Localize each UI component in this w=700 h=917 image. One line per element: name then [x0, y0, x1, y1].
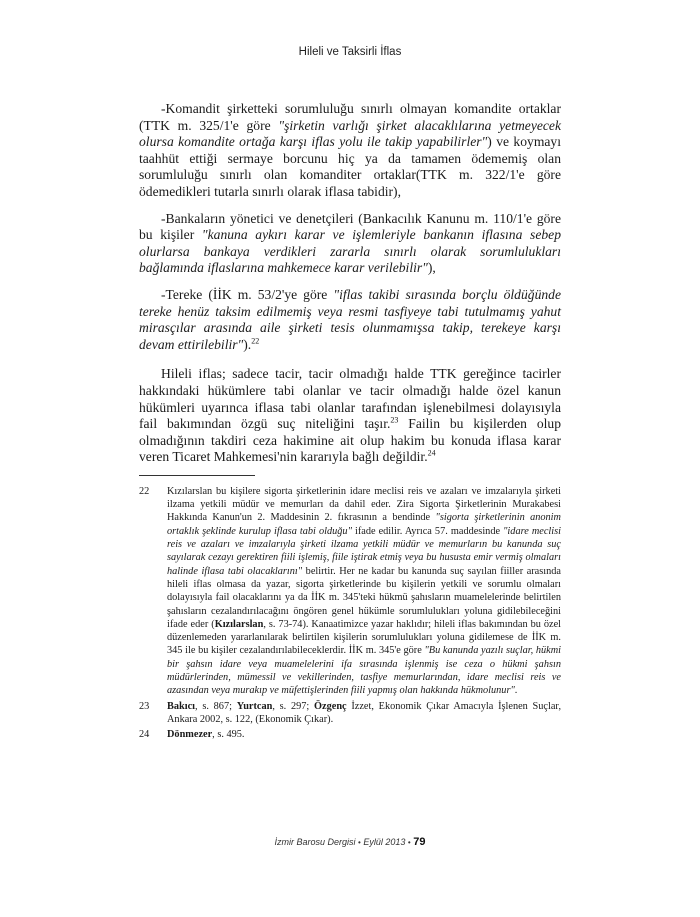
paragraph-text: Failin bu kişilerden olup olmadığının takdiri ceza hakimine ait olup hakim bu konuda iflasa karar veren Ticaret Mahkemesi'nin kararıyla bağlı değildir. — [139, 416, 562, 465]
footnote-ref-23[interactable]: 23 — [390, 415, 399, 425]
footnote-segment: ifade edilir. Ayrıca 57. maddesinde — [351, 525, 504, 537]
paragraph-text: ) ve koymayı taahhüt ettiği sermaye borcunu hiç ya da tamamen ödememiş olan sorumluluğu sınırlı olan komanditer ortaklar(TTK m. 322/1'e göre ödemedikleri tutarla sınırlı olarak iflasa tabidir), — [139, 134, 561, 199]
paragraph-tereke — [139, 287, 561, 353]
paragraph-hileli-iflas — [139, 366, 561, 466]
footer-separator: • — [407, 838, 411, 847]
footnote-22 — [139, 485, 561, 698]
paragraph-quote: "iflas takibi sırasında borçlu öldüğünde tereke henüz taksim edilmemiş veya resmi tasfiyeye tabi tutulmamış yahut mirasçılar arasında aile şirketi tesis olunmamışsa takip, terekeye karşı devam ettirilebilir" — [139, 286, 561, 352]
running-header — [0, 46, 700, 58]
footnote-segment: , s. 297; — [272, 700, 315, 712]
footnote-quote: "Bu kanunda yazılı suçlar, hükmi bir şahsın idare veya muamelelerini ifa sırasında işlenmiş ise ceza o hükmi şahsın müdürlerinden, mümessil ve vekillerinden, tasfiye memurlarından, idare meclisi reis ve azasından veya murakıp ve müfettişlerinden fiili yapmış olan hakkında hükmolunur" — [167, 645, 561, 697]
footer-journal: İzmir Barosu Dergisi — [274, 837, 356, 847]
footnote-segment: Kızılarslan bu kişilere sigorta şirketlerinin idare meclisi reis ve azaları ve imzalarıyla şirketi ilzama yetkili müdür ve memurları da dahil eder. Zira Sigorta Şirketlerinin Murakabesi Hakkında Kanun'un 2. Maddesinin 2. fıkrasının a bendinde — [167, 485, 561, 524]
footnote-24 — [139, 728, 561, 741]
footnote-author: Özgenç — [314, 700, 347, 712]
footer-date: Eylül 2013 — [363, 837, 406, 847]
footnote-text — [167, 485, 561, 698]
footnotes — [139, 485, 561, 742]
footnote-divider — [139, 475, 255, 476]
footnote-ref-24[interactable]: 24 — [427, 448, 436, 458]
page-number: 79 — [413, 836, 426, 848]
footnote-segment: , s. 73-74). Kanaatimizce yazar haklıdır; hileli iflas bakımından bu özel düzenlemeden yararlanılarak belirtilen kişilerin sorumlulukları yoluna gidilemese de İİK m. 345 ile bu kişiler cezalandırılabileceklerdir. İİK m. 345'e göre — [167, 618, 561, 657]
paragraph-bankalar — [139, 211, 561, 277]
footnote-author: Kızılarslan — [214, 618, 264, 630]
footnote-segment: belirtir. Her ne kadar bu kanunda suç sayılan fiiller arasında hileli iflas olmasa da yazar, sigorta şirketlerinde bu kişilerin yetkili ve sorumlu olmaları dolayısıyla fail olacaklarını ya da İİK m. 345'teki hükmü şahısların muamelelerinde belirtilen şahısların cezalandırılacağını öngören genel hükümle sorumlulukları yoluna gidilebileceğini ifade eder ( — [167, 565, 561, 630]
footnote-number: 23 — [139, 700, 150, 712]
paragraph-komandit — [139, 101, 561, 201]
footnote-author: Bakıcı — [167, 700, 196, 712]
paragraph-text: -Komandit şirketteki sorumluluğu sınırlı olmayan komandite ortaklar (TTK m. 325/1'e göre — [139, 101, 561, 133]
paragraph-quote: "kanuna aykırı karar ve işlemleriyle bankanın iflasına sebep olurlarsa bankaya verdikleri zararla sınırlı olarak sorumlulukları bağlamında iflaslarına mahkemece karar verilebilir" — [139, 227, 561, 276]
footnote-segment: , s. 867; — [195, 700, 237, 712]
footnote-segment: , s. 495. — [212, 729, 245, 741]
paragraph-text: -Tereke (İİK m. 53/2'ye göre — [161, 286, 334, 302]
paragraph-text: ). — [243, 336, 252, 352]
footnote-text — [167, 700, 561, 727]
paragraph-text: -Bankaların yönetici ve denetçileri (Bankacılık Kanunu m. 110/1'e göre bu kişiler — [139, 210, 561, 243]
paragraph-quote: "şirketin varlığı şirket alacaklılarına yetmeyecek olursa komandite ortağa karşı iflas yolu ile takip yapabilirler" — [139, 117, 561, 150]
footnote-text — [167, 728, 561, 741]
paragraph-text: Hileli iflas; sadece tacir, tacir olmadığı halde TTK gereğince tacirler hakkındaki hükümlere tabi olanlar ve tacir olmadığı halde özel kanun hükümleri uyarınca iflasa tabi olanlar tarafından işlenebilmesi dolayısıyla fail bakımından özgü suç niteliğini taşır. — [139, 366, 561, 432]
footer-separator: • — [358, 838, 361, 847]
footnote-number: 22 — [139, 485, 150, 497]
running-header-title: Hileli ve Taksirli İflas — [298, 46, 402, 58]
footnote-number: 24 — [139, 729, 150, 741]
page-body — [139, 101, 561, 744]
footnote-quote: "idare meclisi reis ve azaları ve imzalarıyla şirketi ilzama yetkili müdür ve memurların bu kanunda suç sayılarak cezayı gerektiren fiili işlemiş, fiile iştirak etmiş veya bu hususta emir vermiş olmaları halinde iflasa tabi olacaklarını" — [167, 525, 562, 577]
paragraph-text: ), — [427, 260, 436, 276]
footnote-ref-22[interactable]: 22 — [251, 336, 260, 346]
page-footer — [0, 836, 700, 848]
footnote-author: Dönmezer — [167, 729, 213, 741]
footnote-23 — [139, 700, 561, 727]
footnote-quote: "sigorta şirketlerinin anonim ortaklık şeklinde kurulup iflasa tabi olduğu" — [167, 512, 561, 537]
footnote-segment: . — [514, 685, 518, 697]
footnote-segment: İzzet, Ekonomik Çıkar Amacıyla İşlenen Suçlar, Ankara 2002, s. 122, (Ekonomik Çıkar). — [167, 700, 562, 725]
footnote-author: Yurtcan — [236, 700, 273, 712]
